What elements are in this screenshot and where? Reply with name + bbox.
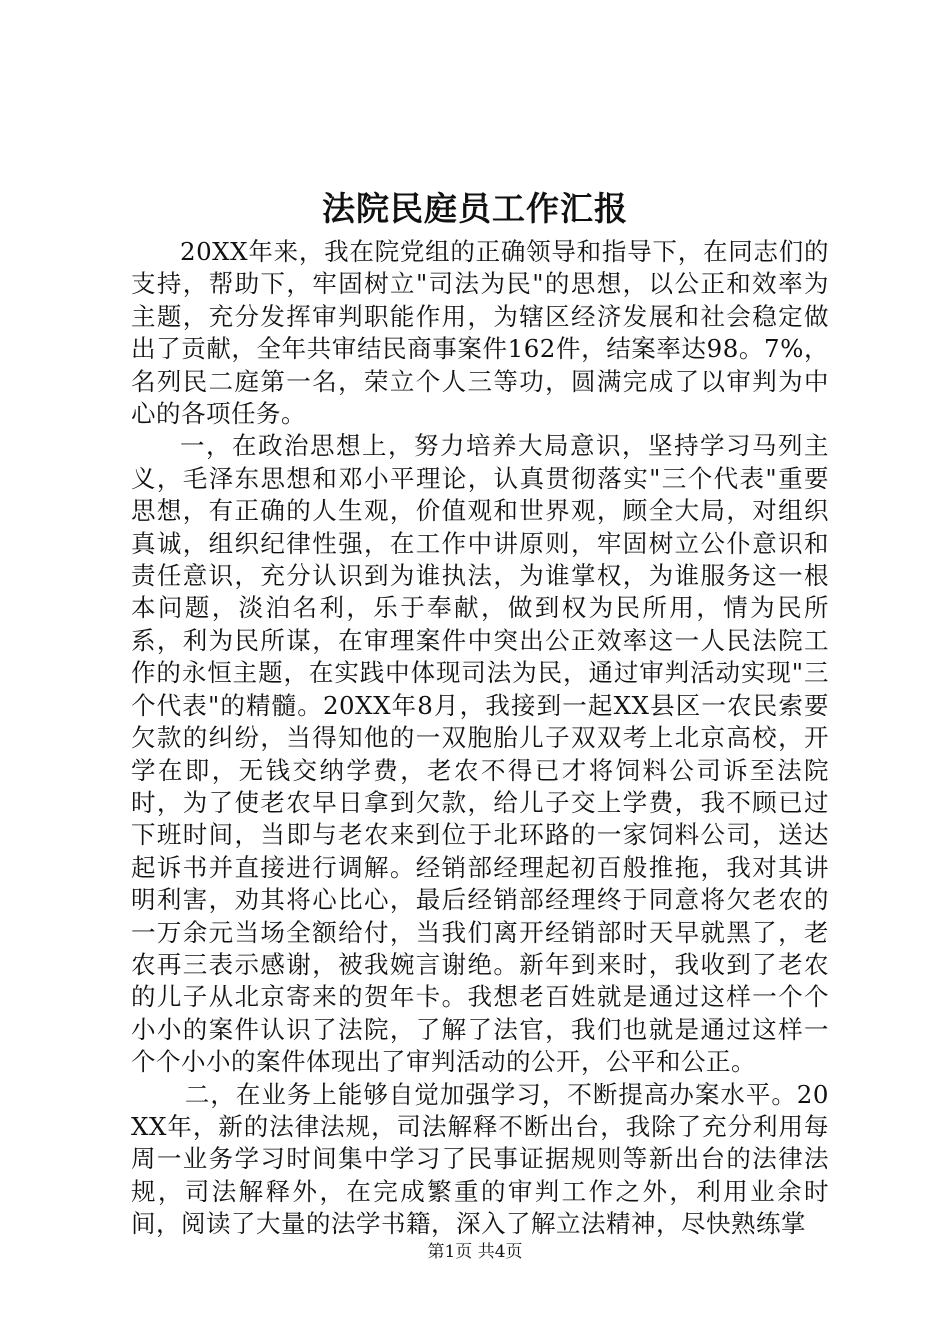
page-number-footer: 第1页 共4页 [427,1242,523,1262]
page-title: 法院民庭员工作汇报 [322,189,628,228]
paragraph-intro: 20XX年来，我在院党组的正确领导和指导下，在同志们的支持，帮助下，牢固树立"司法为民"的思想，以公正和效率为主题，充分发挥审判职能作用，为辖区经济发展和社会稳定做出了贡献，全年共审结民商事案件162件，结案率达98。7%，名列民二庭第一名，荣立个人三等功，圆满完成了以审判为中心的各项任务。 [131,237,829,429]
paragraph-professional: 二，在业务上能够自觉加强学习，不断提高办案水平。20XX年，新的法律法规，司法解释不断出台，我除了充分利用每周一业务学习时间集中学习了民事证据规则等新出台的法律法规，司法解释外，在完成繁重的审判工作之外，利用业余时间，阅读了大量的法学书籍，深入了解立法精神，尽快熟练掌 [131,1079,829,1239]
document-body [131,236,829,1241]
paragraph-political: 一，在政治思想上，努力培养大局意识，坚持学习马列主义，毛泽东思想和邓小平理论，认真贯彻落实"三个代表"重要思想，有正确的人生观，价值观和世界观，顾全大局，对组织真诚，组织纪律性强，在工作中讲原则，牢固树立公仆意识和责任意识，充分认识到为谁执法，为谁掌权，为谁服务这一根本问题，淡泊名利，乐于奉献，做到权为民所用，情为民所系，利为民所谋，在审理案件中突出公正效率这一人民法院工作的永恒主题，在实践中体现司法为民，通过审判活动实现"三个代表"的精髓。20XX年8月，我接到一起XX县区一农民索要欠款的纠纷，当得知他的一双胞胎儿子双双考上北京高校，开学在即，无钱交纳学费，老农不得已才将饲料公司诉至法院时，为了使老农早日拿到欠款，给儿子交上学费，我不顾已过下班时间，当即与老农来到位于北环路的一家饲料公司，送达起诉书并直接进行调解。经销部经理起初百般推拖，我对其讲明利害，劝其将心比心，最后经销部经理终于同意将欠老农的一万余元当场全额给付，当我们离开经销部时天早就黑了，老农再三表示感谢，被我婉言谢绝。新年到来时，我收到了老农的儿子从北京寄来的贺年卡。我想老百姓就是通过这样一个个小小的案件认识了法院，了解了法官，我们也就是通过这样一个个小小的案件体现出了审判活动的公开，公平和公正。 [131,431,829,1077]
